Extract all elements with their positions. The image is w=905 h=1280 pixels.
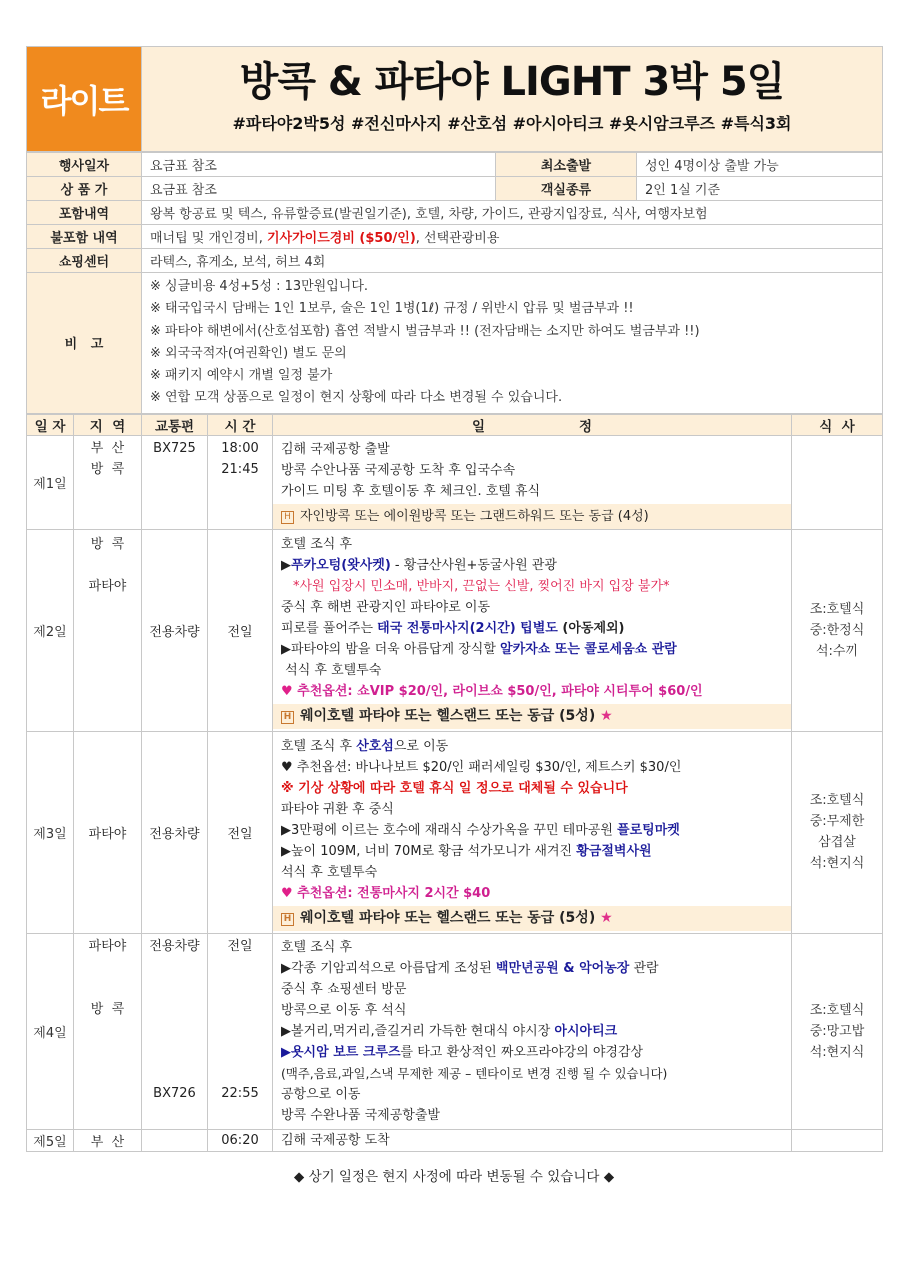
meal: 조:호텔식 <box>809 601 865 617</box>
schedule-line: 방콕 수안나품 국제공항 도착 후 입국수속 <box>281 462 516 478</box>
meal-cell <box>792 933 883 1129</box>
info-value-price: 요금표 참조 <box>142 177 496 201</box>
schedule-cell <box>273 933 792 1129</box>
excluded-text-post: , 선택관광비용 <box>415 231 500 246</box>
transport: 전용차량 <box>149 938 200 954</box>
schedule-line: 방콕으로 이동 후 석식 <box>281 1002 407 1018</box>
schedule-line <box>281 958 783 979</box>
col-header-transport: 교통편 <box>142 414 208 435</box>
meal: 중:망고밥 <box>809 1023 865 1039</box>
meal: 석:현지식 <box>809 1044 865 1060</box>
day-label: 제1일 <box>27 435 74 529</box>
guide-fee: 기사가이드경비 ($50/인) <box>267 231 416 246</box>
transport-cell <box>142 933 208 1129</box>
day-label: 제3일 <box>27 731 74 933</box>
time-cell: 전일 <box>208 529 273 731</box>
table-row <box>27 435 883 529</box>
info-label-shopping: 쇼핑센터 <box>27 249 142 273</box>
region: 부 산 <box>90 440 125 456</box>
region: 파타야 <box>88 938 127 954</box>
schedule-cell <box>273 435 792 529</box>
hotel-icon: H <box>281 913 294 926</box>
meal-cell <box>792 731 883 933</box>
schedule-line: 공항으로 이동 <box>281 1086 361 1102</box>
col-header-meal: 식 사 <box>792 414 883 435</box>
day-label: 제2일 <box>27 529 74 731</box>
hotel-name: 자인방콕 또는 에이원방콕 또는 그랜드하워드 또는 동급 (4성) <box>300 508 649 524</box>
text: (아동제외) <box>557 621 625 637</box>
info-label-included: 포함내역 <box>27 201 142 225</box>
highlight: 푸카오텅(왓사켓) <box>291 558 391 574</box>
schedule-line: 석식 후 호텔투숙 <box>281 663 382 679</box>
text: ▶높이 109M, 너비 70M로 황금 석가모니가 새겨진 <box>281 844 577 860</box>
note-item: ※ 연합 모객 상품으로 일정이 현지 상황에 따라 다소 변경될 수 있습니다. <box>150 390 563 406</box>
col-header-day: 일 자 <box>27 414 74 435</box>
time: 22:55 <box>221 1085 259 1101</box>
notes-list <box>142 273 883 414</box>
schedule-line: 방콕 수완나품 국제공항출발 <box>281 1107 440 1123</box>
title-cell <box>142 47 883 152</box>
header-table <box>26 46 883 152</box>
time: 18:00 <box>221 440 259 456</box>
flight-number: BX725 <box>153 440 196 456</box>
meal: 석:현지식 <box>809 856 865 872</box>
star-icon: ★ <box>600 910 613 927</box>
meal-cell <box>792 529 883 731</box>
highlight: 태국 전통마사지(2시간) 팁별도 <box>377 621 558 637</box>
transport-cell <box>142 435 208 529</box>
highlight: 아시아티크 <box>554 1023 618 1039</box>
weather-notice: ※ 기상 상황에 따라 호텔 휴식 일 정으로 대체될 수 있습니다 <box>281 781 628 797</box>
region: 방 콕 <box>90 536 125 552</box>
text: ▶3만평에 이르는 호수에 재래식 수상가옥을 꾸민 테마공원 <box>281 823 618 839</box>
text: ▶볼거리,먹거리,즐길거리 가득한 현대식 야시장 <box>281 1023 555 1039</box>
schedule-cell: 김해 국제공항 도착 <box>273 1129 792 1151</box>
meal: 조:호텔식 <box>809 793 865 809</box>
schedule-line <box>281 820 783 841</box>
text: 추천옵션: 전통마사지 2시간 $40 <box>292 886 491 902</box>
region: 파타야 <box>88 578 127 594</box>
highlight: 산호섬 <box>356 739 394 755</box>
info-label-room: 객실종류 <box>496 177 637 201</box>
time-cell: 전일 <box>208 731 273 933</box>
schedule-cell <box>273 731 792 933</box>
time-cell: 06:20 <box>208 1129 273 1151</box>
star-icon: ★ <box>600 708 613 725</box>
info-value-included: 왕복 항공료 및 텍스, 유류할증료(발권일기준), 호텔, 차량, 가이드, 관광지입장료, 식사, 여행자보험 <box>142 201 883 225</box>
hotel-line <box>273 704 791 729</box>
schedule-line: (맥주,음료,과일,스낵 무제한 제공 – 텐타이로 변경 진행 될 수 있습니다) <box>281 1065 668 1081</box>
text: 를 타고 환상적인 짜오프라야강의 야경감상 <box>400 1044 644 1060</box>
region: 방 콕 <box>90 1001 125 1017</box>
table-row <box>27 933 883 1129</box>
excluded-text: 매너팁 및 개인경비, <box>150 231 267 246</box>
schedule-line <box>281 841 783 862</box>
note-item: ※ 태국입국시 담배는 1인 1보루, 술은 1인 1병(1ℓ) 규정 / 위반시 압류 및 벌금부과 !! <box>150 301 634 317</box>
schedule-line: 김해 국제공항 출발 <box>281 441 390 457</box>
hotel-line <box>273 906 791 931</box>
schedule-line <box>281 736 783 757</box>
region-cell: 파타야 <box>74 731 142 933</box>
info-label-date: 행사일자 <box>27 153 142 177</box>
text: - 황금산사원+동굴사원 관광 <box>390 558 557 574</box>
info-label-excluded: 불포함 내역 <box>27 225 142 249</box>
meal: 삼겹살 <box>818 835 856 851</box>
schedule-cell <box>273 529 792 731</box>
table-row <box>27 731 883 933</box>
region-cell <box>74 933 142 1129</box>
text: 호텔 조식 후 <box>281 739 357 755</box>
arrow: ▶ <box>281 558 291 574</box>
info-value-room: 2인 1실 기준 <box>637 177 883 201</box>
info-label-notes: 비 고 <box>27 273 142 414</box>
col-header-region: 지 역 <box>74 414 142 435</box>
dress-code-notice: *사원 입장시 민소매, 반바지, 끈없는 신발, 찢어진 바지 입장 불가* <box>293 579 670 595</box>
transport-cell <box>142 1129 208 1151</box>
region-cell <box>74 529 142 731</box>
schedule-line: 중식 후 쇼핑센터 방문 <box>281 981 407 997</box>
schedule-line <box>281 1021 783 1042</box>
highlight: 백만년공원 & 악어농장 <box>495 960 630 976</box>
text: ▶파타야의 밤을 더욱 아름답게 장식할 <box>281 642 501 658</box>
page-title: 방콕 & 파타야 LIGHT 3박 5일 <box>239 59 785 105</box>
info-label-price: 상 품 가 <box>27 177 142 201</box>
schedule-line: 석식 후 호텔투숙 <box>281 865 378 881</box>
time: 21:45 <box>221 461 259 477</box>
info-value-excluded <box>142 225 883 249</box>
schedule-line <box>281 555 783 576</box>
flight-number: BX726 <box>153 1085 196 1101</box>
text: 추천옵션: 쇼VIP $20/인, 라이브쇼 $50/인, 파타야 시티투어 $60/인 <box>292 684 703 700</box>
info-table <box>26 152 883 414</box>
hotel-name: 웨이호텔 파타야 또는 헬스랜드 또는 동급 (5성) <box>300 910 601 927</box>
schedule-line: 중식 후 해변 관광지인 파타야로 이동 <box>281 600 491 616</box>
hotel-icon: H <box>281 511 294 524</box>
schedule-line: 호텔 조식 후 <box>281 537 353 553</box>
region-cell: 부 산 <box>74 1129 142 1151</box>
info-value-min-departure: 성인 4명이상 출발 가능 <box>637 153 883 177</box>
hotel-line <box>273 504 791 529</box>
option-line <box>281 757 783 778</box>
meal-cell <box>792 1129 883 1151</box>
meal: 중:무제한 <box>809 814 865 830</box>
heart-icon: ♥ <box>281 684 293 700</box>
schedule-line: 파타야 귀환 후 중식 <box>281 802 394 818</box>
hotel-name: 웨이호텔 파타야 또는 헬스랜드 또는 동급 (5성) <box>300 708 601 725</box>
table-row <box>27 529 883 731</box>
highlight: 황금절벽사원 <box>576 844 652 860</box>
day-label: 제4일 <box>27 933 74 1129</box>
time-cell <box>208 435 273 529</box>
transport-cell: 전용차량 <box>142 529 208 731</box>
highlight: 플로팅마켓 <box>617 823 680 839</box>
schedule-line <box>281 618 783 639</box>
info-value-shopping: 라텍스, 휴게소, 보석, 허브 4회 <box>142 249 883 273</box>
meal-cell <box>792 435 883 529</box>
highlight: 알카자쇼 또는 콜로세움쇼 관람 <box>500 642 677 658</box>
info-label-min-departure: 최소출발 <box>496 153 637 177</box>
schedule-line <box>281 639 783 660</box>
text: 추천옵션: 바나나보트 $20/인 패러세일링 $30/인, 제트스키 $30/인 <box>292 760 682 776</box>
note-item: ※ 파타야 해변에서(산호섬포함) 흡연 적발시 벌금부과 !! (전자담배는 소지만 하여도 벌금부과 !!) <box>150 323 700 339</box>
meal: 중:한정식 <box>809 622 865 638</box>
transport-cell: 전용차량 <box>142 731 208 933</box>
highlight: ▶욧시암 보트 크루즈 <box>281 1044 401 1060</box>
schedule-line <box>281 1042 783 1063</box>
light-badge: 라이트 <box>27 47 142 152</box>
meal: 석:수끼 <box>815 643 859 659</box>
option-line <box>281 883 783 904</box>
text: 피로를 풀어주는 <box>281 621 378 637</box>
note-item: ※ 싱글비용 4성+5성 : 13만원입니다. <box>150 279 369 294</box>
text: 관람 <box>629 960 659 976</box>
meal: 조:호텔식 <box>809 1002 865 1018</box>
heart-icon: ♥ <box>281 760 293 776</box>
text: 으로 이동 <box>393 739 449 755</box>
text: ▶각종 기암괴석으로 아름답게 조성된 <box>281 960 496 976</box>
hashtags: #파타야2박5성 #전신마사지 #산호섬 #아시아티크 #욧시암크루즈 #특식3회 <box>232 114 792 133</box>
info-value-date: 요금표 참조 <box>142 153 496 177</box>
itinerary-document <box>26 46 882 1185</box>
note-item: ※ 패키지 예약시 개별 일정 불가 <box>150 368 333 384</box>
heart-icon: ♥ <box>281 886 293 902</box>
schedule-line: 호텔 조식 후 <box>281 939 353 955</box>
table-row <box>27 1129 883 1151</box>
day-label: 제5일 <box>27 1129 74 1151</box>
itinerary-table <box>26 414 883 1152</box>
region: 방 콕 <box>90 461 125 477</box>
schedule-line: 가이드 미팅 후 호텔이동 후 체크인. 호텔 휴식 <box>281 483 541 499</box>
time: 전일 <box>227 938 253 954</box>
option-line <box>281 681 783 702</box>
time-cell <box>208 933 273 1129</box>
region-cell <box>74 435 142 529</box>
col-header-schedule: 일 정 <box>273 414 792 435</box>
col-header-time: 시 간 <box>208 414 273 435</box>
footer-note: ◆ 상기 일정은 현지 사정에 따라 변동될 수 있습니다 ◆ <box>293 1168 615 1185</box>
hotel-icon: H <box>281 711 294 724</box>
note-item: ※ 외국국적자(여권확인) 별도 문의 <box>150 345 347 361</box>
